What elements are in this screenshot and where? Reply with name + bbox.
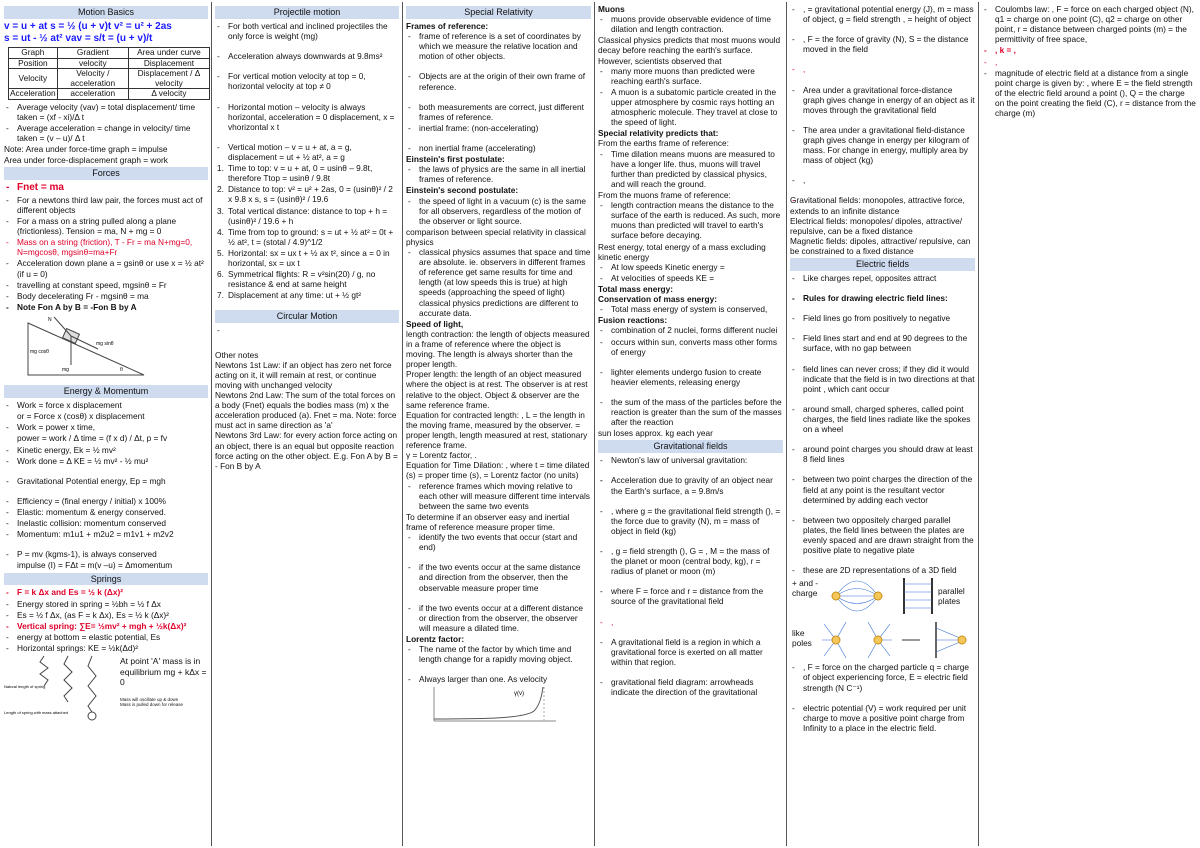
field-line [936,642,960,652]
kinematic-equation-1: v = u + at s = ½ (u + v)t v² = u² + 2as [4,20,172,32]
list-item: - both measurements are correct, just different frames of reference. [406,102,591,122]
list-item: 2. Distance to top: v² = u² + 2as, 0 = (usinθ)² / 2 x 9.8 x s, s = (usinθ)² / 19.6 [215,184,399,204]
parallel-label: parallel plates [938,586,965,607]
list-item: - around small, charged spheres, called point charges, the field lines radiate like the spokes on a wheel [790,404,975,434]
forces-list [4,182,208,312]
list-item: - identify the two events that occur (start and end) [406,532,591,552]
energy-list [4,400,208,570]
list-item: - if the two events occur at a different distance or direction from the observer, the observer will measure a dilated time. [406,603,591,633]
list-item: - Newton's law of universal gravitation: [598,455,783,465]
spring-coil [64,656,72,702]
conservation-title: Conservation of mass energy: [598,294,717,305]
list-item: - field lines can never cross; if they did it would indicate that the field is in two directions at that point , which cant occur [790,364,975,394]
spring-label: Mass will oscillate up & down [120,697,179,703]
list-item: - the sum of the mass of the particles before the reaction is greater than the sum of the masses after the reaction [598,397,783,427]
list-item: - Horizontal motion – velocity is always horizontal, acceleration = 0 displacement, x = vhorizontal x t [215,102,399,132]
spring-label: Natural length of spring [4,684,46,690]
column-divider [211,2,212,846]
newton-second-law: Newtons 2nd Law: The sum of the total forces on a body (Fnet) equals the bodies mass (m) x the acceleration produced (a). Fnet = ma. Note: force must act in same direction as 'a' [215,390,397,431]
list-item: 6. Symmetrical flights: R = v²sin(20) / g, no resistance & end at same height [215,269,399,289]
column-electric [788,4,977,844]
time-equation: Equation for Time Dilation: , where t = time dilated (s) = proper time (s), = Lorentz factor (no units) [406,460,590,481]
list-item: - Efficiency = (final energy / initial) x 100% [4,496,208,506]
label-normal: N [48,317,52,324]
mass-shape [88,712,96,720]
list-item: - if the two events occur at the same distance and direction from the observer, then the observable measure proper time [406,562,591,592]
fields-line: Gravitational fields: monopoles, attractive force, extends to an infinite distance [790,195,965,216]
list-item: - reference frames which moving relative to each other will measure different time intervals between the same two events [406,481,591,511]
column-coulomb [980,4,1198,844]
field-line [936,628,960,638]
electric-fields-header: Electric fields [790,258,975,271]
list-item: - Acceleration due to gravity of an object near the Earth's surface, a = 9.8m/s [598,475,783,495]
frames-title: Frames of reference: [406,20,489,31]
gamma-curve [434,687,543,719]
list-item: - muons provide observable evidence of time dilation and length contraction. [598,14,783,34]
time-list [406,481,591,511]
list-item: - Horizontal springs: KE = ½k(Δd)² [4,643,208,653]
column-divider [594,2,595,846]
dipole-diagram [822,576,892,616]
list-item: - Body decelerating Fr - mgsinθ = ma [4,291,208,301]
muon-frame: From the muons frame of reference: [598,189,731,200]
postulate-2-list [406,196,591,226]
projectile-list [215,21,399,162]
kinematic-equation-2: s = ut - ½ at² vav = s/t = (u + v)/t [4,33,153,45]
list-item: - A muon is a subatomic particle created in the upper atmosphere by cosmic rays hotting an atmospheric molecule. They travel at close to the speed of light. [598,87,783,127]
list-item: - Es = ½ f Δx, (as F = k Δx), Es = ½ k (Δx)² [4,610,208,620]
list-item: power = work / Δ time = (f x d) / Δt, p = fv [17,433,168,444]
table-cell: Displacement / Δ velocity [128,69,209,89]
list-item: - Mass on a string (friction), T - Fr = ma N+mg=0, N=mgcosθ, mgsinθ=ma+Fr [4,237,208,257]
newton-first-law: Newtons 1st Law: if an object has zero net force acting on it, it will remain at rest, or continue moving with unchanged velocity [215,359,392,390]
earth-list [598,149,783,189]
gamma-text: γ = Lorentz factor, . [406,450,477,461]
list-item: - Momentum: m1u1 + m2u2 = m1v1 + m2v2 [4,529,208,539]
column-motion-forces [2,4,210,844]
spring-diagram [4,654,114,724]
springs-header: Springs [4,573,208,586]
electric-list [790,273,975,575]
fusion-title: Fusion reactions: [598,315,668,326]
fusion-list [598,325,783,427]
rest-energy: Rest energy, total energy of a mass excluding kinetic energy [598,241,766,262]
muons-list [598,66,783,128]
other-notes-title: Other notes [215,349,259,360]
list-item: - , [598,617,783,627]
table-cell: velocity [57,58,128,69]
list-item: - Rules for drawing electric field lines: [790,293,975,303]
spring-coil [40,656,48,686]
list-item: - At low speeds Kinetic energy = [598,262,783,272]
column-divider [402,2,403,846]
list-item: - combination of 2 nuclei, forms different nuclei [598,325,783,335]
gravity-list [598,455,783,697]
charge-shape [832,636,840,644]
column-divider [786,2,787,846]
note-line: Note: Area under force-time graph = impulse [4,144,168,155]
label-parallel: mg sinθ [96,341,114,348]
list-item: - For a newtons third law pair, the forces must act of different objects [4,195,208,215]
lorentz-list [406,644,591,684]
fields-line: Electrical fields: monopoles/ dipoles, attractive/ repulsive, can be a fixed distance [790,215,963,236]
list-item: - travelling at constant speed, mgsinθ = Fr [4,280,208,290]
list-item: - Always larger than one. As velocity [406,674,591,684]
list-item: - electric potential (V) = work required per unit charge to move a positive point charge from Infinity to a place in the electric field. [790,703,975,733]
field-line [836,596,878,604]
list-item: - magnitude of electric field at a distance from a single point charge is given by: , where E = the field strength of the electric field around a point (), Q = the charge on the point creating the field (C), r = distance from the charge (m) [982,68,1196,119]
list-item: - The area under a gravitational field-distance graph gives change in energy per kilogram of mass. For change in energy, multiply area by mass of object (kg) [790,125,975,165]
list-item: - Area under a gravitational force-distance graph gives change in energy of an object as it moves through the gravitational field [790,85,975,115]
list-item: - Total mass energy of system is conserved, [598,304,783,314]
label-weight: mg [62,367,69,374]
table-cell: Position [9,58,58,69]
spring-caption [120,698,208,708]
charge-shape [874,636,882,644]
list-item: - Note Fon A by B = -Fon B by A [4,302,208,312]
list-item: - Work = power x time, [4,422,208,432]
list-item: - classical physics assumes that space and time are absolute. ie. observers in different frames of reference get same results for time and length (at low speeds this is true) at high speeds (approaching the speed of light) classical physics predictions are different to accurate data. [406,247,591,318]
list-item: - Objects are at the origin of their own frame of reference. [406,71,591,91]
list-item: 7. Displacement at any time: ut + ½ gt² [215,290,399,300]
springs-list [4,587,208,653]
list-item: - Average acceleration = change in velocity/ time taken = (v – u)/ Δ t [4,123,208,143]
list-item: - gravitational field diagram: arrowheads indicate the direction of the gravitational [598,677,783,697]
list-item: - the laws of physics are the same in all inertial frames of reference. [406,164,591,184]
table-cell: Velocity / acceleration [57,69,128,89]
determine-text: To determine if an observer easy and inertial frame of reference measure proper time. [406,511,570,532]
column-relativity [404,4,593,844]
field-diagrams [790,576,975,662]
list-item: - Average velocity (vav) = total displacement/ time taken = (xf - xi)/Δ t [4,102,208,122]
projectile-steps [215,163,399,300]
sun-loses: sun loses approx. kg each year [598,428,713,439]
total-mass-energy: Total mass energy: [598,283,674,294]
table-cell: Velocity [9,69,58,89]
list-item: - inertial frame: (non-accelerating) [406,123,591,133]
plus-minus-label: + and - charge [792,578,819,599]
list-item: 5. Horizontal: sx = ux t + ½ ax t², since a = 0 in horizontal, sx = ux t [215,248,399,268]
list-item: - around point charges you should draw at least 8 field lines [790,444,975,464]
list-item: - frame of reference is a set of coordinates by which we measure the relative location and motion of other objects. [406,31,591,61]
list-item: - , k = , [982,45,1196,55]
label-angle: θ [120,367,123,374]
list-item: - For both vertical and inclined projectiles the only force is weight (mg) [215,21,399,41]
list-item: - Time dilation means muons are measured to have a longer life. thus, muons will travel further than predicted by classical physics, and will reach the ground. [598,149,783,189]
positive-charge [832,592,840,600]
postulate-1-list [406,164,591,184]
list-item: - the speed of light in a vacuum (c) is the same for all observers, regardless of the motion of the observer or light source. [406,196,591,226]
list-item: - these are 2D representations of a 3D field [790,565,975,575]
fields-line: Magnetic fields: dipoles, attractive/ repulsive, can be constrained to a fixed distance [790,235,971,256]
lorentz-title: Lorentz factor: [406,633,465,644]
spring-coil [88,656,96,712]
negative-charge [874,592,882,600]
list-item: - non inertial frame (accelerating) [406,143,591,153]
muon-frame-list [598,200,783,240]
energy-momentum-header: Energy & Momentum [4,385,208,398]
table-cell: acceleration [57,89,128,100]
gravitational-fields-header: Gravitational fields [598,440,783,453]
proper-length: Proper length: the length of an object measured where the object is at rest. The observer is at rest relative to the object. Object & observer are the same reference frame. [406,369,588,410]
column-projectile: Projectile motion - For both vertical and inclined projectiles the only force is weight (mg) - Acceleration always downwards at 9.8ms² - For vertical motion velocity at top = 0, horizontal velocity at top ≠ 0 - Horizontal motion – velocity is always horizontal, acceleration = 0 displacement, x = vhorizontal x t - Vertical motion – v = u + at, a = g, displacement = ut + ½ at², a = g 1. Time to top: v = u + at, 0 = usinθ – 9.8t, therefore Ttop = usinθ / 9.8t 2. Distance to top: v² = u² + 2as, 0 = (usinθ)² / 2 x 9.8 x s, s = (usinθ)² / 19.6 3. Total vertical distance: distance to top + h = (usinθ)² / 19.6 + h 4. Time from top to ground: s = ut + ½ at² = 0t + ½ at², t = (stotal / 4.9)^1/2 5. Horizontal: sx = ux t + ½ ax t², since a = 0 in horizontal, sx = ux t 6. Symmetrical flights: R = v²sin(20) / g, no resistance & end at same height 7. Displacement at any time: ut + ½ gt² Circular Motion - Other notes Newtons 1st Law: if an object has zero net force acting on it, it will remain at rest, or continue moving with unchanged velocity Newtons 2nd Law: The sum of the total forces on a body (Fnet) equals the bodies mass (m) x the acceleration produced (a). Fnet = ma. Note: force must act in same direction as 'a' Newtons 3rd Law: for every action force acting on an object, there is an equal but opposite reaction force acting on the other object. E.g. Fon A by B = - Fon B by A [213,4,401,844]
list-item: - Elastic: momentum & energy conserved. [4,507,208,517]
muons-text: Classical physics predicts that most muons would decay before reaching the earth's surface. However, scientists observed that [598,35,781,66]
spring-label: Mass is pulled down for release [120,702,184,708]
muons-title: Muons [598,4,625,14]
table-cell: Δ velocity [128,89,209,100]
length-equation: Equation for contracted length: , L = the length in the moving frame, measured by the observer. = proper length, length measured at rest, stationary reference frame. [406,409,588,451]
special-relativity-header: Special Relativity [406,6,591,19]
label-perp: mg cosθ [30,349,49,356]
circular-motion-header: Circular Motion [215,310,399,323]
earth-frame: From the earths frame of reference: [598,138,729,149]
like-poles-diagram [822,620,892,660]
list-item: - Acceleration always downwards at 9.8ms² [215,51,399,61]
list-item: - lighter elements undergo fusion to create heavier elements, releasing energy [598,367,783,387]
spring-label: Length of spring with mass attached [4,710,69,716]
comparison-text: comparison between special relativity in classical physics [406,226,586,247]
comparison-list [406,247,591,318]
list-item: 1. Time to top: v = u + at, 0 = usinθ – 9.8t, therefore Ttop = usinθ / 9.8t [215,163,399,183]
list-item: - Coulombs law: , F = force on each charged object (N), q1 = charge on one point (C), q2 = charge on other point, r = distance between charged points (m) = the permittivity of free space, [982,4,1196,44]
spring-note: At point 'A' mass is in equilibrium mg + kΔx = 0 [120,656,207,687]
projectile-header: Projectile motion [215,6,399,19]
table-header: Gradient [57,48,128,59]
plate-charge-diagram [896,620,976,660]
list-item: - P = mv (kgms-1), is always conserved [4,549,208,559]
table-header: Area under curve [128,48,209,59]
list-item: - A gravitational field is a region in which a gravitational force is exerted on all matter within that region. [598,637,783,667]
spring-diagram-area [4,654,208,724]
column-muons-gravity [596,4,785,844]
length-contraction: length contraction: the length of objects measured in a frame of reference where the object is moving. The length is always shorter than the proper length. [406,328,590,370]
motion-list [4,102,208,143]
list-item: - energy at bottom = elastic potential, Es [4,632,208,642]
normal-arrow [54,317,71,336]
list-item: - many more muons than predicted were reaching earth's surface. [598,66,783,86]
list-item: - Work = force x displacement [4,400,208,410]
lorentz-graph [430,685,560,725]
rest-list [598,262,783,283]
energy-fields-list [790,4,975,185]
list-item: - Acceleration down plane a = gsinθ or use x = ½ at² (if u = 0) [4,258,208,278]
list-item: - , F = the force of gravity (N), S = the distance moved in the field [790,34,975,54]
parallel-plates-diagram [898,576,938,616]
postulate-2-title: Einstein's second postulate: [406,185,519,196]
muons-intro-list [598,14,783,34]
list-item: - occurs within sun, converts mass other forms of energy [598,337,783,357]
sr-predicts: Special relativity predicts that: [598,128,719,139]
determine-list [406,532,591,633]
list-item: - Kinetic energy, Ek = ½ mv² [4,445,208,455]
motion-basics-header: Motion Basics [4,6,208,19]
table-cell: Displacement [128,58,209,69]
list-item: - , where g = the gravitational field strength (), = the force due to gravity (N), m = mass of object in field (kg) [598,506,783,536]
field-line [836,589,878,597]
list-item: - , = gravitational potential energy (J), m = mass of object, g = field strength , = height of object [790,4,975,24]
list-item: - Gravitational Potential energy, Ep = mgh [4,476,208,486]
frames-list [406,31,591,153]
note-line: Area under force-displacement graph = work [4,154,168,165]
list-item: - between two point charges the direction of the field at any point is the resultant vector determined by adding each vector [790,474,975,504]
list-item: - , F = force on the charged particle q = charge of object experiencing force, E = electric field strength (N C⁻¹) [790,662,975,692]
graph-label: γ(v) [514,691,524,698]
list-item: 3. Total vertical distance: distance to top + h = (usinθ)² / 19.6 + h [215,206,399,226]
list-item: - Fnet = ma [4,182,208,194]
list-item: 4. Time from top to ground: s = ut + ½ at² = 0t + ½ at², t = (stotal / 4.9)^1/2 [215,227,399,247]
postulate-1-title: Einstein's first postulate: [406,154,505,165]
list-item: - Inelastic collision: momentum conserved [4,518,208,528]
newton-third-law: Newtons 3rd Law: for every action force acting on an object, there is an equal but opposite reaction force acting on the other object. E.g. Fon A by B = - Fon B by A [215,430,398,471]
table-header: Graph [9,48,58,59]
list-item: or = Force x (cosθ) x displacement [17,411,145,422]
list-item: - Like charges repel, opposites attract [790,273,975,283]
table-cell: Acceleration [10,88,56,99]
incline-diagram [24,313,164,381]
charge-shape [958,636,966,644]
list-item: impulse (I) = FΔt = m(v –u) = Δmomentum [17,560,173,571]
conservation-list [598,304,783,314]
list-item: - Energy stored in spring = ½bh = ½ f Δx [4,599,208,609]
list-item: - , [790,64,975,74]
list-item: - Work done = Δ KE = ½ mv² - ½ mu² [4,456,208,466]
list-item: - Vertical motion – v = u + at, a = g, displacement = ut + ½ at², a = g [215,142,399,162]
column-divider [978,2,979,846]
list-item: - Field lines go from positively to negative [790,313,975,323]
list-item: - For a mass on a string pulled along a plane (frictionless). Tension = ma, N + mg = 0 [4,216,208,236]
list-item: - , [790,175,975,185]
electric-bottom-list [790,662,975,733]
list-item: - The name of the factor by which time and length change for a rapidly moving object. [406,644,591,664]
list-item: - where F = force and r = distance from the source of the gravitational field [598,586,783,606]
list-item: - , g = field strength (), G = , M = the mass of the planet or moon (central body, kg), r = radius of planet or moon (m) [598,546,783,576]
list-item: - between two oppositely charged parallel plates, the field lines between the plates are evenly spaced and are drawn straight from the positive plate to negative plate [790,515,975,555]
list-item: - F = k Δx and Es = ½ k (Δx)² [4,587,208,597]
coulomb-list [982,4,1196,118]
list-item: - Field lines start and end at 90 degrees to the surface, with no gap between [790,333,975,353]
like-poles-label: like poles [792,628,812,649]
list-item: - Vertical spring: ∑E= ½mv² + mgh + ½k(Δx)² [4,621,208,631]
speed-of-light: Speed of light, [406,318,464,329]
list-item: - length contraction means the distance to the surface of the earth is reduced. As such, more muons than predicted will travel to earth's surface before decaying. [598,200,783,240]
list-item: - , [982,57,1196,67]
list-item: - For vertical motion velocity at top = 0, horizontal velocity at top ≠ 0 [215,71,399,91]
list-item: - At velocities of speeds KE = [598,273,783,283]
forces-header: Forces [4,167,208,180]
graph-table [8,47,210,100]
